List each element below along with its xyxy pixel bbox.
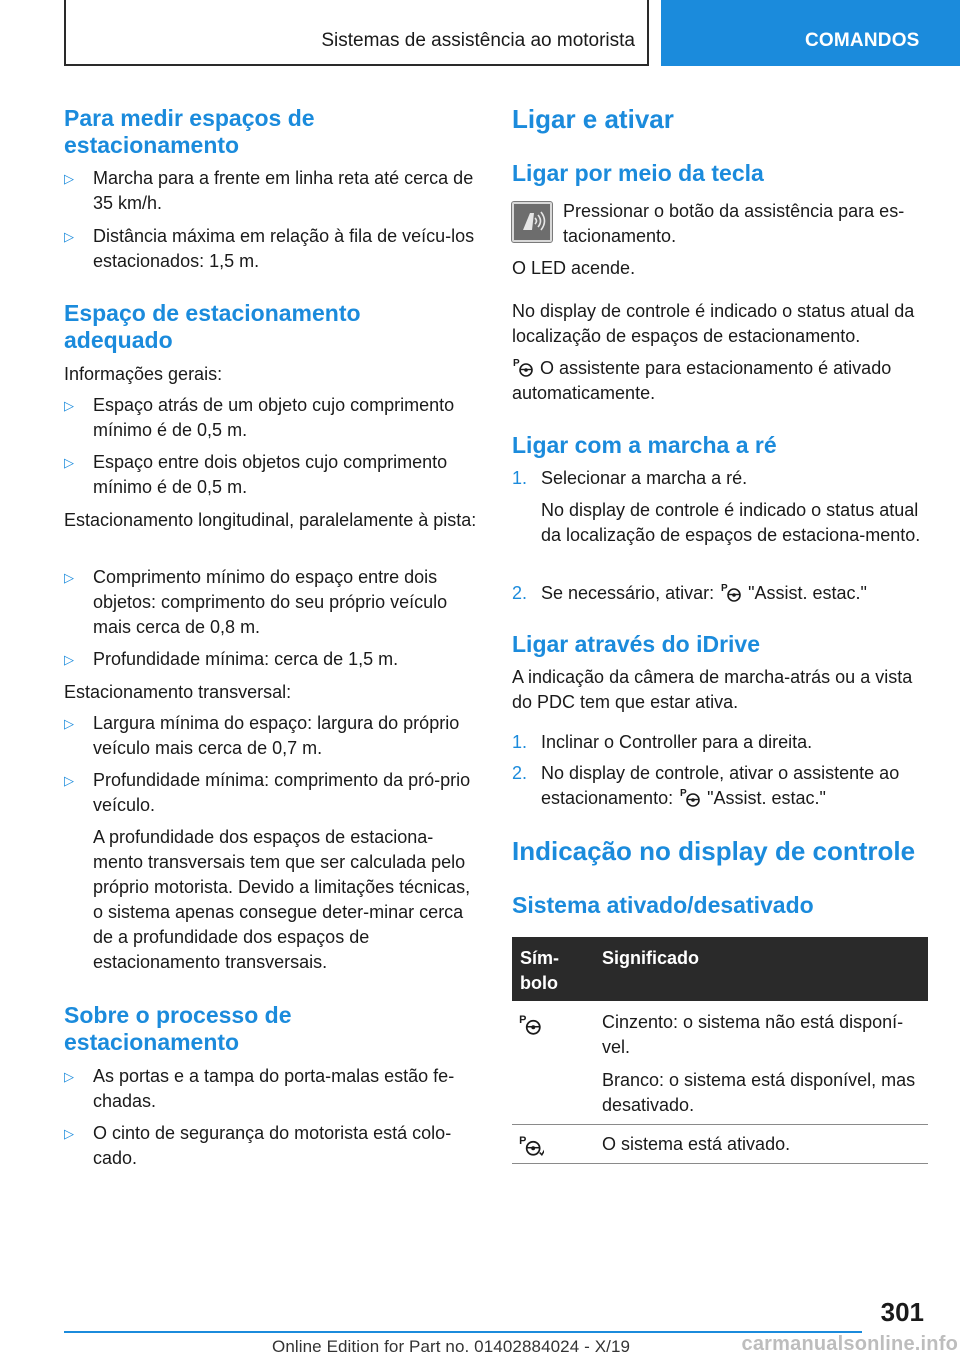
heading-medir: Para medir espaços de estacionamento [64, 105, 315, 158]
list-item: ▷ Distância máxima em relação à fila de veícu‐los estacionados: 1,5 m. [64, 224, 482, 274]
table-header [512, 937, 928, 1001]
heading-tecla: Ligar por meio da tecla [512, 160, 764, 186]
chapter-tab-label: COMANDOS [805, 30, 920, 51]
table-cell: Branco: o sistema está disponível, mas desativado. [602, 1070, 916, 1115]
svg-text:P: P [513, 358, 520, 369]
table-cell: O sistema está ativado. [602, 1134, 791, 1154]
page-number: 301 [880, 1297, 924, 1327]
list-item: ▷ Largura mínima do espaço: largura do próprio veículo mais cerca de 0,7 m. [64, 711, 482, 761]
paragraph: A indicação da câmera de marcha-atrás ou a vista do PDC tem que estar ativa. [512, 667, 913, 712]
table-cell: Cinzento: o sistema não está disponí‐vel. [602, 1012, 904, 1057]
heading-re: Ligar com a marcha a ré [512, 432, 777, 458]
paragraph: Estacionamento longitudinal, paralelamente à pista: [64, 510, 477, 530]
parking-assist-icon [518, 1012, 542, 1036]
paragraph: A profundidade dos espaços de estaciona‐mento transversais tem que ser calculada pelo próprio motorista. Devido a limitações técnicas, o sistema apenas consegue deter‐minar cerca de a profundidade dos espaços de estacionamento transversais. [93, 827, 471, 972]
heading-sistema: Sistema ativado/desativado [512, 892, 814, 918]
heading-ligar: Ligar e ativar [512, 104, 674, 134]
heading-processo: Sobre o processo de estacionamento [64, 1002, 292, 1055]
parking-assist-icon [512, 356, 534, 378]
watermark: carmanualsonline.info [741, 1333, 958, 1355]
list-item: ▷ Profundidade mínima: comprimento da pró‐prio veículo. [64, 768, 482, 818]
header-section-box [64, 0, 649, 66]
list-item: ▷ Marcha para a frente em linha reta até cerca de 35 km/h. [64, 166, 482, 216]
list-item: ▷ As portas e a tampa do porta-malas estão fe‐chadas. [64, 1064, 482, 1114]
heading-adequado: Espaço de estacionamento adequado [64, 300, 361, 353]
section-title: Sistemas de assistência ao motorista [321, 30, 635, 51]
list-item: ▷ Comprimento mínimo do espaço entre dois objetos: comprimento do seu próprio veículo mais cerca de 0,8 m. [64, 565, 482, 640]
svg-text:P: P [519, 1134, 527, 1147]
list-item: ▷ O cinto de segurança do motorista está colo‐cado. [64, 1121, 482, 1171]
paragraph: No display de controle é indicado o status atual da localização de espaços de estacionamento. [512, 301, 915, 346]
table-divider [512, 1163, 928, 1164]
list-item: 1. Selecionar a marcha a ré. [512, 468, 748, 488]
paragraph: No display de controle é indicado o status atual da localização de espaços de estaciona‐mento. [541, 500, 921, 545]
list-item: 2. No display de controle, ativar o assistente ao estacionamento: P "Assist. estac." [512, 763, 900, 808]
table-divider [512, 1124, 928, 1125]
col-header-symbol: Sím‐bolo [520, 948, 560, 993]
paragraph: Informações gerais: [64, 364, 223, 384]
parking-assist-active-icon [518, 1133, 544, 1157]
paragraph: Pressionar o botão da assistência para es‐tacionamento. [563, 201, 905, 246]
paragraph: Estacionamento transversal: [64, 682, 292, 702]
svg-text:P: P [680, 788, 687, 799]
svg-text:P: P [519, 1013, 527, 1026]
list-item: ▷ Espaço atrás de um objeto cujo comprimento mínimo é de 0,5 m. [64, 393, 482, 443]
list-item: 2. Se necessário, ativar: P "Assist. estac." [512, 583, 867, 603]
parking-assist-icon [679, 786, 701, 808]
paragraph-auto: P O assistente para estacionamento é ativado automaticamente. [512, 358, 892, 403]
chapter-tab[interactable] [661, 0, 960, 66]
list-item: ▷ Espaço entre dois objetos cujo comprimento mínimo é de 0,5 m. [64, 450, 482, 500]
footer-edition: Online Edition for Part no. 01402884024 - X/19 [272, 1337, 631, 1356]
paragraph: O LED acende. [512, 258, 636, 278]
list-item: ▷ Profundidade mínima: cerca de 1,5 m. [64, 647, 482, 672]
parking-assist-button-icon [512, 202, 552, 242]
heading-idrive: Ligar através do iDrive [512, 631, 760, 657]
parking-assist-icon [720, 581, 742, 603]
svg-text:P: P [721, 583, 728, 594]
col-header-meaning: Significado [602, 948, 700, 968]
heading-indicacao: Indicação no display de controle [512, 836, 916, 866]
list-item: 1. Inclinar o Controller para a direita. [512, 732, 813, 752]
